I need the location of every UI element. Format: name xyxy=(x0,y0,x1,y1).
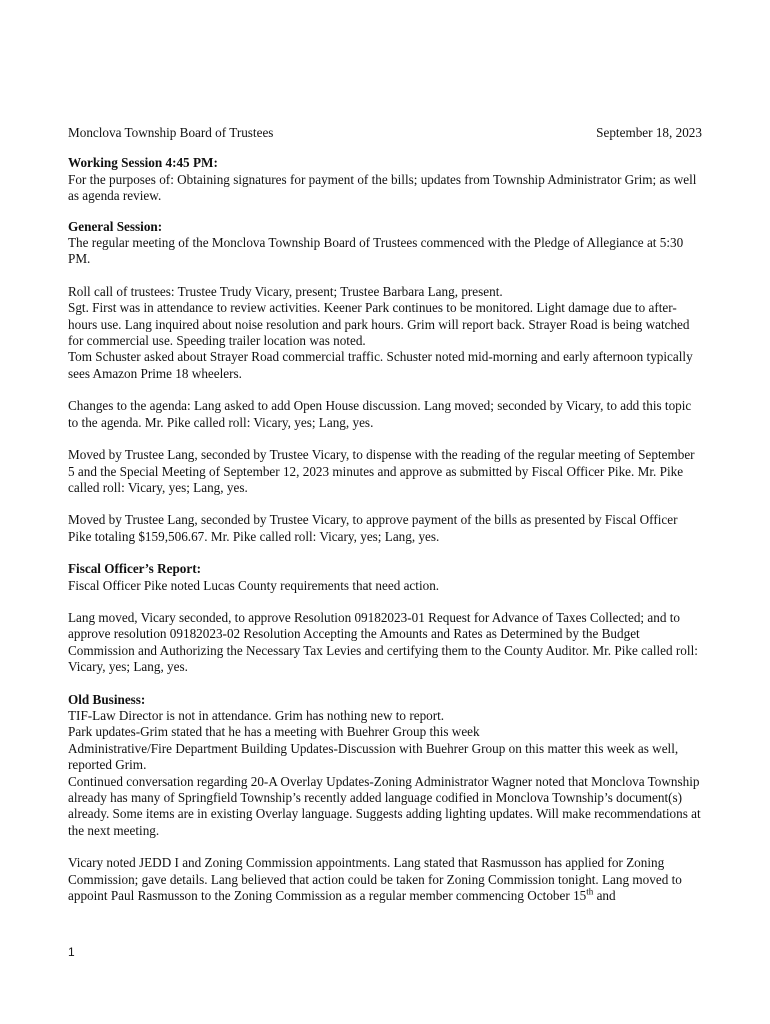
roll-call-section xyxy=(68,284,702,382)
zoning-text: Vicary noted JEDD I and Zoning Commission appointments. Lang stated that Rasmusson has applied for Zoning Commission; gave details. Lang believed that action could be taken for Zoning Commission tonight. Lang moved to appoint Paul Rasmusson to the Zoning Commission as a regular member commencing October 15 xyxy=(68,855,682,904)
fiscal-report-heading: Fiscal Officer’s Report: xyxy=(68,561,202,577)
old-business-item: TIF-Law Director is not in attendance. Grim has nothing new to report. xyxy=(68,707,445,723)
old-business-item: Park updates-Grim stated that he has a meeting with Buehrer Group this week xyxy=(68,724,480,740)
old-business-heading: Old Business: xyxy=(68,691,146,707)
resolution-motion-paragraph: Lang moved, Vicary seconded, to approve Resolution 09182023-01 Request for Advance of Taxes Collected; and to approve resolution 09182023-02 Resolution Accepting the Amounts and Rates as Determined by the Budget Commission and Authorizing the Necessary Tax Levies and certifying them to the County Auditor. Mr. Pike called roll: Vicary, yes; Lang, yes. xyxy=(68,609,698,675)
organization-name: Monclova Township Board of Trustees xyxy=(68,125,274,140)
old-business-section xyxy=(68,692,702,840)
general-session-section xyxy=(68,219,702,268)
working-session-section xyxy=(68,155,702,204)
zoning-paragraph xyxy=(68,855,702,904)
minutes-body xyxy=(68,125,702,920)
public-comment-line: Tom Schuster asked about Strayer Road commercial traffic. Schuster noted mid-morning and early afternoon typically sees Amazon Prime 18 wheelers. xyxy=(68,349,693,381)
roll-call-line: Roll call of trustees: Trustee Trudy Vicary, present; Trustee Barbara Lang, present. xyxy=(68,283,503,299)
old-business-item: Administrative/Fire Department Building Updates-Discussion with Buehrer Group on this matter this week as well, reported Grim. xyxy=(68,740,679,773)
working-session-heading: Working Session 4:45 PM: xyxy=(68,155,218,171)
sheriff-report-line: Sgt. First was in attendance to review activities. Keener Park continues to be monitored. Light damage due to after-hours use. Lang inquired about noise resolution and park hours. Grim will report back. Strayer Road is being watched for commercial use. Speeding trailer location was noted. xyxy=(68,300,690,349)
minutes-motion-paragraph: Moved by Trustee Lang, seconded by Trustee Vicary, to dispense with the reading of the regular meeting of September 5 and the Special Meeting of September 12, 2023 minutes and approve as submitted by Fiscal Officer Pike. Mr. Pike called roll: Vicary, yes; Lang, yes. xyxy=(68,447,695,495)
meeting-date: September 18, 2023 xyxy=(596,125,702,140)
zoning-tail: and xyxy=(593,888,616,904)
bills-motion-paragraph: Moved by Trustee Lang, seconded by Trustee Vicary, to approve payment of the bills as presented by Fiscal Officer Pike totaling $159,506.67. Mr. Pike called roll: Vicary, yes; Lang, yes. xyxy=(68,512,678,544)
page-number: 1 xyxy=(68,945,75,959)
document-header xyxy=(68,125,702,141)
fiscal-report-text: Fiscal Officer Pike noted Lucas County requirements that need action. xyxy=(68,577,440,593)
general-session-text: The regular meeting of the Monclova Township Board of Trustees commenced with the Pledge of Allegiance at 5:30 PM. xyxy=(68,235,684,267)
working-session-text: For the purposes of: Obtaining signatures for payment of the bills; updates from Township Administrator Grim; as well as agenda review. xyxy=(68,171,697,204)
old-business-item: Continued conversation regarding 20-A Overlay Updates-Zoning Administrator Wagner noted that Monclova Township already has many of Springfield Township’s recently added language codified in Monclova Township’s document(s) already. Some items are in existing Overlay language. Suggests adding lighting updates. Will make recommendations at the next meeting. xyxy=(68,773,701,838)
fiscal-report-section xyxy=(68,561,702,594)
agenda-changes-paragraph: Changes to the agenda: Lang asked to add Open House discussion. Lang moved; seconded by Vicary, to add this topic to the agenda. Mr. Pike called roll: Vicary, yes; Lang, yes. xyxy=(68,398,692,430)
ordinal-suffix: th xyxy=(586,886,594,897)
general-session-heading: General Session: xyxy=(68,218,163,234)
